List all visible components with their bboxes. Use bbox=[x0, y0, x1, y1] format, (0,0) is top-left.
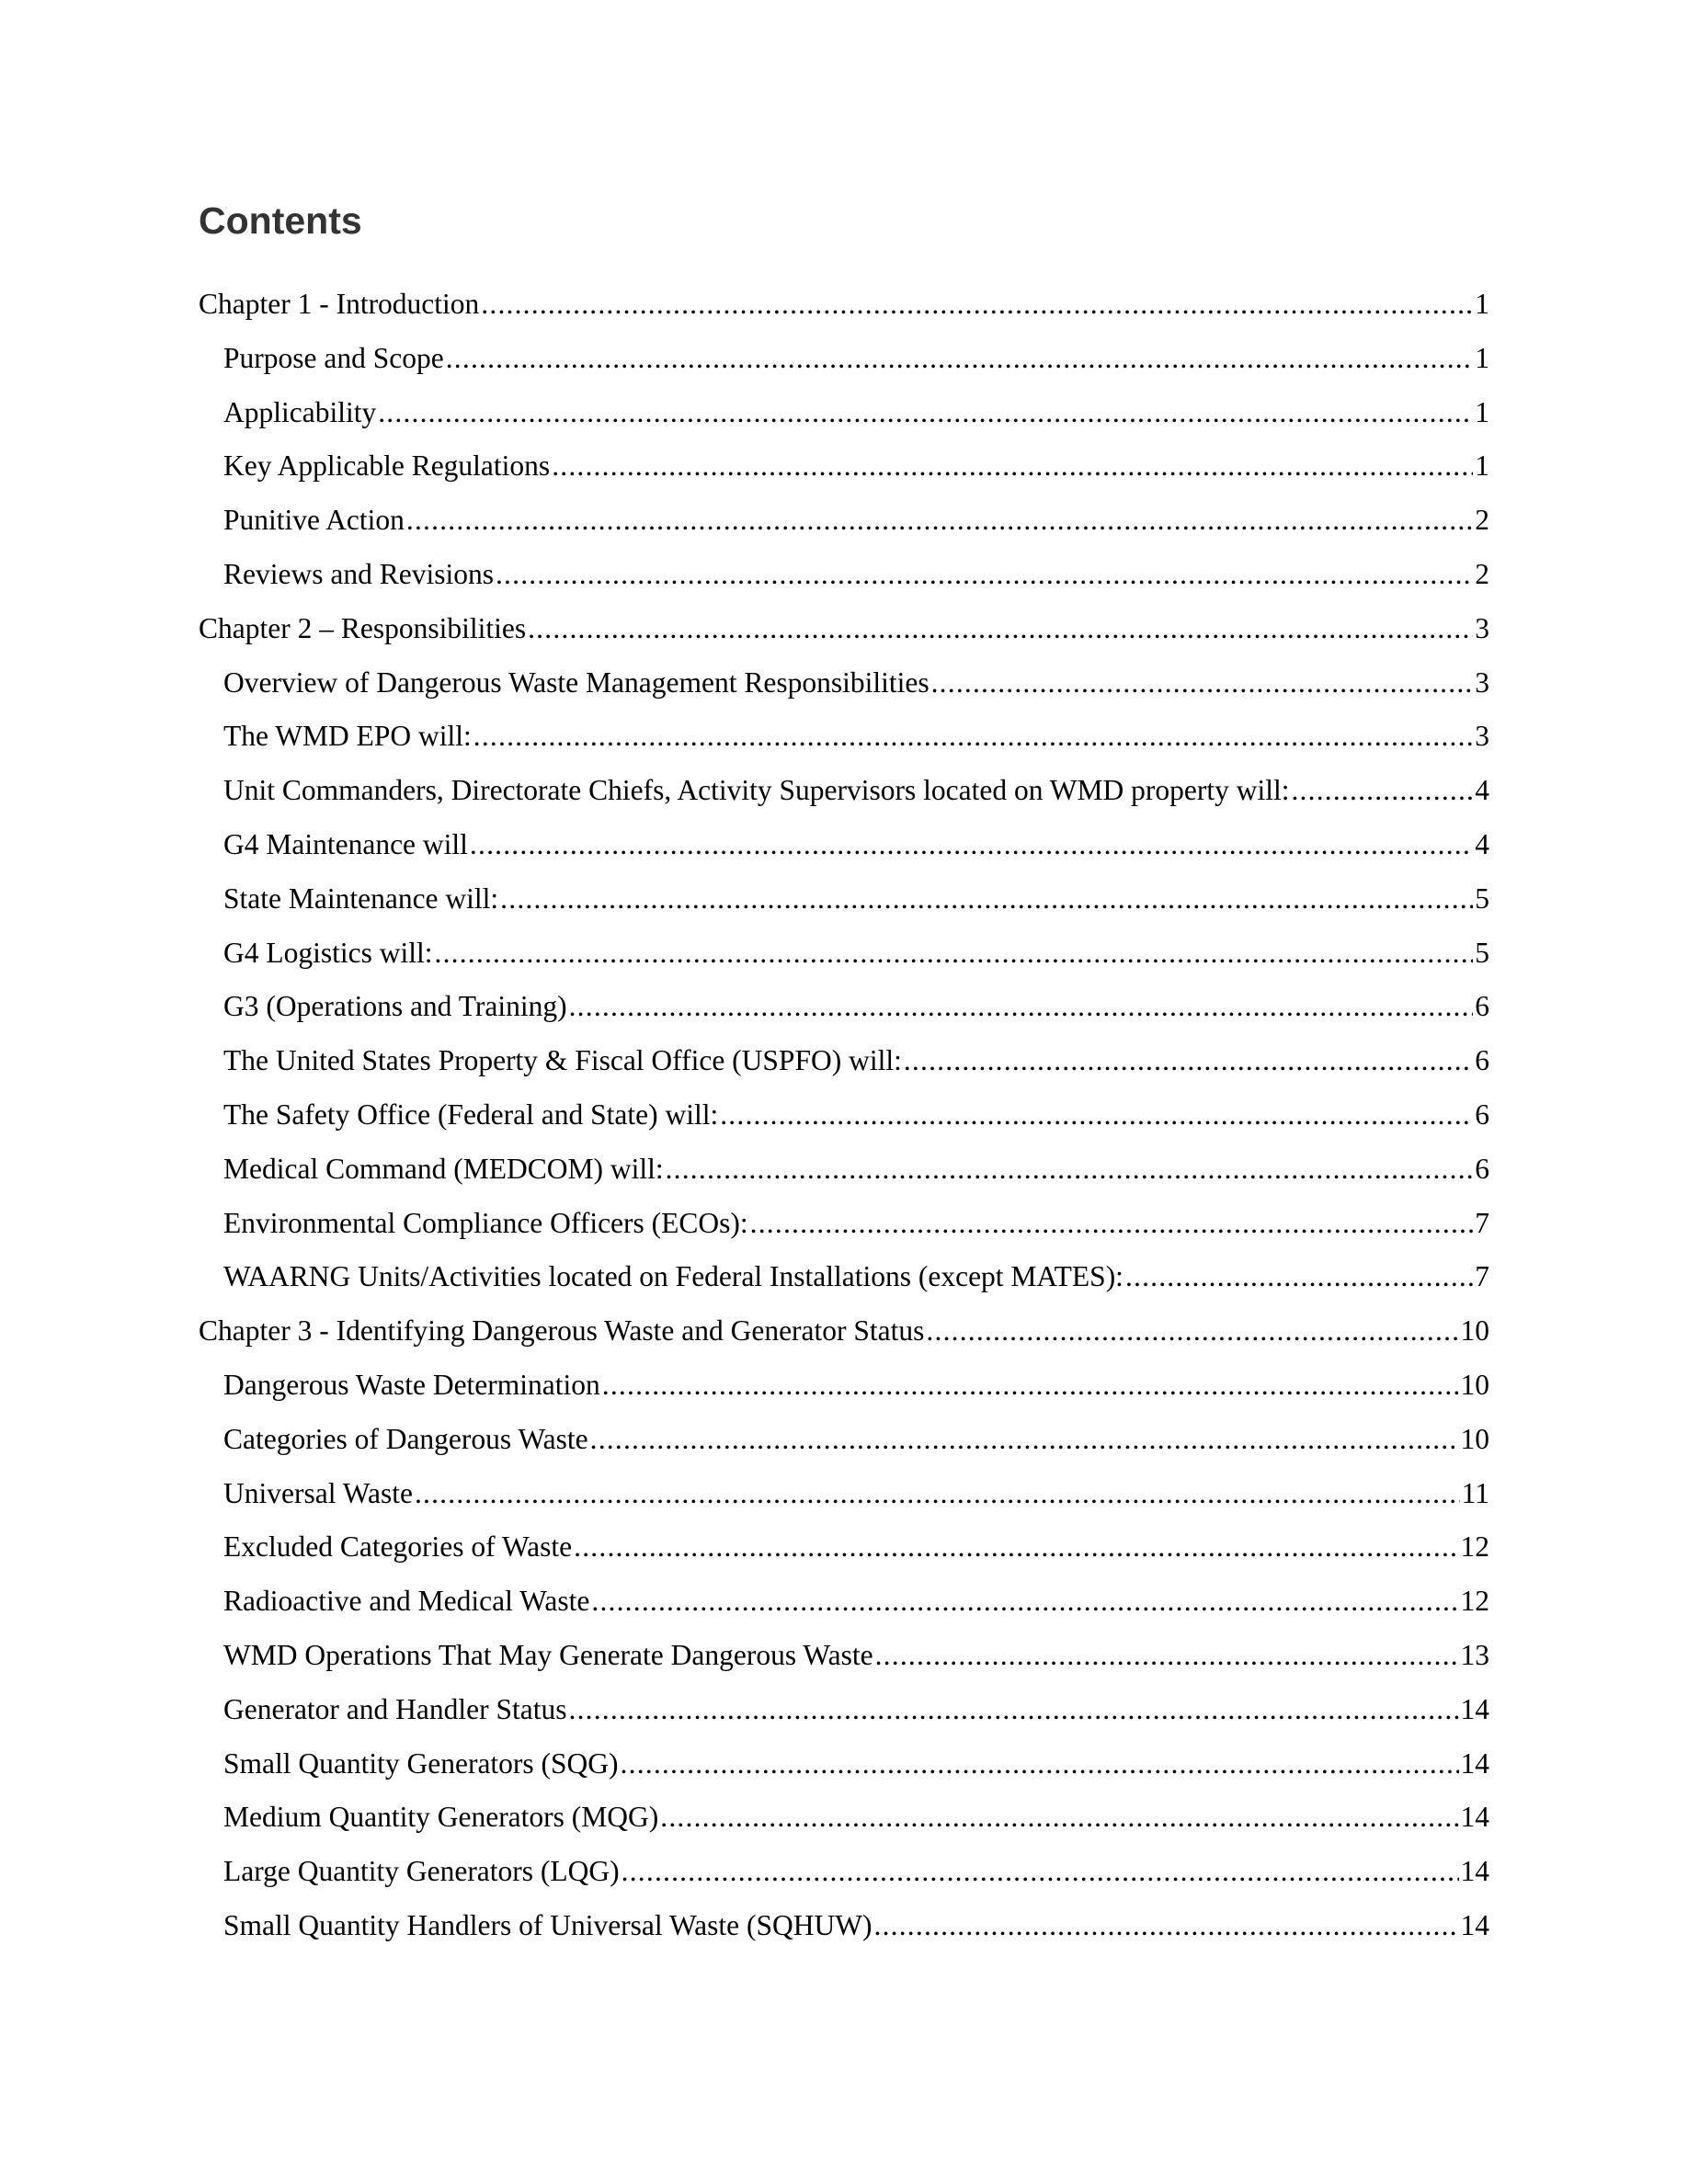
toc-dot-leader bbox=[500, 872, 1473, 927]
toc-dot-leader bbox=[1125, 1250, 1473, 1304]
toc-dot-leader bbox=[874, 1899, 1459, 1953]
toc-entry-page-number: 1 bbox=[1475, 288, 1489, 320]
toc-entry-label: WAARNG Units/Activities located on Federal Installations (except MATES): bbox=[223, 1260, 1123, 1293]
toc-entry-label: State Maintenance will: bbox=[223, 882, 499, 915]
toc-dot-leader bbox=[931, 656, 1474, 711]
toc-entry-page-number: 4 bbox=[1475, 774, 1489, 807]
toc-entry-page-number: 14 bbox=[1460, 1855, 1489, 1888]
toc-entry-label: Small Quantity Handlers of Universal Waste (SQHUW) bbox=[223, 1908, 873, 1941]
toc-section-entry[interactable] bbox=[199, 710, 1489, 764]
toc-dot-leader bbox=[926, 1304, 1458, 1359]
toc-entry-label: Chapter 3 - Identifying Dangerous Waste and Generator Status bbox=[199, 1314, 925, 1348]
toc-section-entry[interactable] bbox=[199, 1791, 1489, 1845]
toc-entry-page-number: 5 bbox=[1475, 936, 1489, 969]
toc-dot-leader bbox=[574, 1520, 1458, 1575]
table-of-contents bbox=[199, 278, 1489, 1953]
toc-entry-label: Overview of Dangerous Waste Management Responsibilities bbox=[223, 665, 930, 699]
toc-entry-page-number: 6 bbox=[1475, 1152, 1489, 1185]
toc-chapter-entry[interactable] bbox=[199, 278, 1489, 332]
toc-dot-leader bbox=[528, 602, 1473, 656]
toc-dot-leader bbox=[666, 1143, 1474, 1197]
toc-entry-page-number: 6 bbox=[1475, 1098, 1489, 1131]
toc-section-entry[interactable] bbox=[199, 818, 1489, 872]
toc-entry-page-number: 3 bbox=[1475, 720, 1489, 753]
toc-entry-label: Radioactive and Medical Waste bbox=[223, 1585, 590, 1618]
toc-dot-leader bbox=[569, 980, 1474, 1034]
toc-section-entry[interactable] bbox=[199, 386, 1489, 440]
toc-entry-label: Unit Commanders, Directorate Chiefs, Activity Supervisors located on WMD property will: bbox=[223, 774, 1290, 807]
toc-chapter-entry[interactable] bbox=[199, 602, 1489, 656]
toc-entry-page-number: 2 bbox=[1475, 557, 1489, 590]
toc-dot-leader bbox=[1291, 764, 1473, 818]
toc-entry-label: Environmental Compliance Officers (ECOs): bbox=[223, 1206, 748, 1239]
toc-entry-page-number: 5 bbox=[1475, 882, 1489, 915]
toc-dot-leader bbox=[720, 1088, 1473, 1143]
toc-dot-leader bbox=[473, 710, 1473, 764]
toc-dot-leader bbox=[569, 1683, 1459, 1737]
toc-section-entry[interactable] bbox=[199, 1520, 1489, 1575]
toc-section-entry[interactable] bbox=[199, 1899, 1489, 1953]
toc-section-entry[interactable] bbox=[199, 494, 1489, 548]
toc-section-entry[interactable] bbox=[199, 1467, 1489, 1521]
toc-entry-page-number: 7 bbox=[1475, 1206, 1489, 1239]
toc-section-entry[interactable] bbox=[199, 1197, 1489, 1251]
toc-entry-label: G4 Maintenance will bbox=[223, 827, 468, 860]
toc-entry-label: Dangerous Waste Determination bbox=[223, 1368, 600, 1401]
toc-entry-label: Medium Quantity Generators (MQG) bbox=[223, 1801, 659, 1834]
toc-entry-page-number: 11 bbox=[1461, 1476, 1489, 1509]
toc-dot-leader bbox=[435, 927, 1474, 981]
toc-dot-leader bbox=[406, 494, 1473, 548]
toc-entry-page-number: 1 bbox=[1475, 395, 1489, 428]
toc-entry-label: Large Quantity Generators (LQG) bbox=[223, 1855, 620, 1888]
toc-section-entry[interactable] bbox=[199, 980, 1489, 1034]
toc-dot-leader bbox=[552, 439, 1473, 494]
toc-section-entry[interactable] bbox=[199, 764, 1489, 818]
toc-section-entry[interactable] bbox=[199, 1359, 1489, 1413]
toc-section-entry[interactable] bbox=[199, 872, 1489, 927]
toc-entry-label: G3 (Operations and Training) bbox=[223, 990, 567, 1023]
toc-dot-leader bbox=[904, 1034, 1473, 1088]
toc-entry-label: Applicability bbox=[223, 395, 377, 428]
toc-entry-page-number: 1 bbox=[1475, 449, 1489, 483]
toc-entry-label: Chapter 2 – Responsibilities bbox=[199, 611, 527, 644]
toc-dot-leader bbox=[622, 1845, 1459, 1899]
toc-section-entry[interactable] bbox=[199, 1250, 1489, 1304]
toc-entry-page-number: 12 bbox=[1460, 1530, 1489, 1564]
toc-section-entry[interactable] bbox=[199, 439, 1489, 494]
toc-dot-leader bbox=[750, 1197, 1474, 1251]
toc-entry-page-number: 14 bbox=[1460, 1746, 1489, 1780]
toc-entry-page-number: 3 bbox=[1475, 665, 1489, 699]
toc-section-entry[interactable] bbox=[199, 1034, 1489, 1088]
toc-section-entry[interactable] bbox=[199, 1683, 1489, 1737]
toc-section-entry[interactable] bbox=[199, 1575, 1489, 1629]
toc-entry-page-number: 10 bbox=[1460, 1422, 1489, 1455]
toc-entry-label: Generator and Handler Status bbox=[223, 1692, 567, 1725]
toc-entry-page-number: 7 bbox=[1475, 1260, 1489, 1293]
toc-entry-label: Purpose and Scope bbox=[223, 341, 444, 374]
toc-dot-leader bbox=[875, 1629, 1459, 1683]
toc-entry-label: Excluded Categories of Waste bbox=[223, 1530, 573, 1564]
toc-dot-leader bbox=[590, 1413, 1459, 1467]
toc-entry-page-number: 12 bbox=[1460, 1585, 1489, 1618]
toc-dot-leader bbox=[602, 1359, 1459, 1413]
toc-section-entry[interactable] bbox=[199, 1629, 1489, 1683]
toc-entry-page-number: 6 bbox=[1475, 990, 1489, 1023]
toc-entry-label: The Safety Office (Federal and State) will: bbox=[223, 1098, 719, 1131]
toc-entry-label: Punitive Action bbox=[223, 504, 405, 537]
toc-section-entry[interactable] bbox=[199, 1143, 1489, 1197]
toc-section-entry[interactable] bbox=[199, 332, 1489, 386]
toc-section-entry[interactable] bbox=[199, 927, 1489, 981]
toc-dot-leader bbox=[481, 278, 1473, 332]
toc-entry-page-number: 4 bbox=[1475, 827, 1489, 860]
toc-entry-label: Reviews and Revisions bbox=[223, 557, 494, 590]
toc-entry-label: The United States Property & Fiscal Office (USPFO) will: bbox=[223, 1044, 902, 1077]
toc-section-entry[interactable] bbox=[199, 656, 1489, 711]
toc-dot-leader bbox=[660, 1791, 1458, 1845]
toc-entry-label: Key Applicable Regulations bbox=[223, 449, 551, 483]
toc-section-entry[interactable] bbox=[199, 1413, 1489, 1467]
toc-chapter-entry[interactable] bbox=[199, 1304, 1489, 1359]
toc-entry-label: G4 Logistics will: bbox=[223, 936, 433, 969]
toc-entry-page-number: 14 bbox=[1460, 1908, 1489, 1941]
toc-entry-page-number: 3 bbox=[1475, 611, 1489, 644]
toc-dot-leader bbox=[591, 1575, 1458, 1629]
toc-dot-leader bbox=[496, 548, 1473, 602]
toc-dot-leader bbox=[621, 1737, 1459, 1792]
toc-section-entry[interactable] bbox=[199, 1845, 1489, 1899]
toc-entry-page-number: 14 bbox=[1460, 1801, 1489, 1834]
toc-dot-leader bbox=[378, 386, 1473, 440]
toc-dot-leader bbox=[446, 332, 1474, 386]
toc-dot-leader bbox=[470, 818, 1473, 872]
toc-entry-page-number: 13 bbox=[1460, 1638, 1489, 1671]
toc-entry-label: WMD Operations That May Generate Dangerous Waste bbox=[223, 1638, 873, 1671]
toc-entry-label: Small Quantity Generators (SQG) bbox=[223, 1746, 619, 1780]
toc-section-entry[interactable] bbox=[199, 1737, 1489, 1792]
toc-entry-page-number: 1 bbox=[1475, 341, 1489, 374]
toc-entry-page-number: 10 bbox=[1460, 1314, 1489, 1348]
toc-dot-leader bbox=[415, 1467, 1460, 1521]
toc-entry-label: Chapter 1 - Introduction bbox=[199, 288, 480, 320]
toc-entry-label: The WMD EPO will: bbox=[223, 720, 472, 753]
toc-section-entry[interactable] bbox=[199, 1088, 1489, 1143]
page-title: Contents bbox=[199, 199, 362, 242]
toc-entry-page-number: 14 bbox=[1460, 1692, 1489, 1725]
toc-section-entry[interactable] bbox=[199, 548, 1489, 602]
toc-entry-page-number: 6 bbox=[1475, 1044, 1489, 1077]
toc-entry-label: Medical Command (MEDCOM) will: bbox=[223, 1152, 664, 1185]
toc-entry-label: Categories of Dangerous Waste bbox=[223, 1422, 588, 1455]
toc-entry-page-number: 10 bbox=[1460, 1368, 1489, 1401]
toc-entry-page-number: 2 bbox=[1475, 504, 1489, 537]
toc-entry-label: Universal Waste bbox=[223, 1476, 413, 1509]
